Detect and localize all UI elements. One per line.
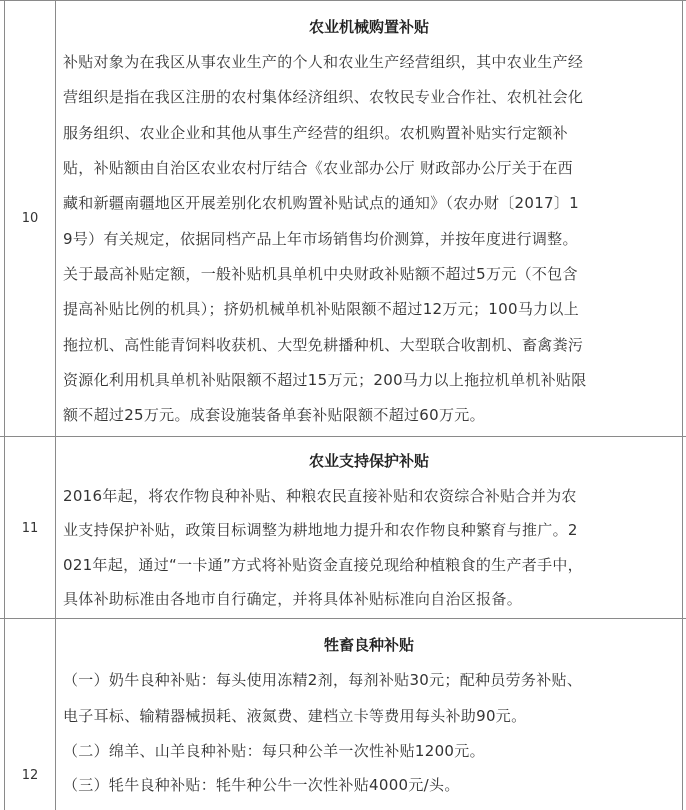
row-text-line: 拖拉机、高性能青饲料收获机、大型免耕播种机、大型联合收割机、畜禽粪污 <box>63 336 584 354</box>
row-content-cell <box>56 1 683 436</box>
row-text-line: （一）奶牛良种补贴：每头使用冻精2剂，每剂补贴30元；配种员劳务补贴、 <box>63 671 583 689</box>
row-number: 11 <box>21 521 39 536</box>
row-number: 10 <box>21 211 39 226</box>
row-number-cell <box>4 437 56 618</box>
row-text-line: 2016年起，将农作物良种补贴、种粮农民直接补贴和农资综合补贴合并为农 <box>63 487 577 505</box>
row-text-line: 服务组织、农业企业和其他从事生产经营的组织。农机购置补贴实行定额补 <box>63 124 568 142</box>
row-title: 农业支持保护补贴 <box>308 452 429 470</box>
row-text-line: 资源化利用机具单机补贴限额不超过15万元；200马力以上拖拉机单机补贴限 <box>63 371 587 389</box>
row-content-cell <box>56 619 683 810</box>
row-number-cell <box>4 1 56 436</box>
row-text-line: 贴，补贴额由自治区农业农村厅结合《农业部办公厅 财政部办公厅关于在西 <box>63 159 573 177</box>
table-row <box>0 618 686 810</box>
row-number-cell <box>4 619 56 810</box>
table-row <box>0 436 686 618</box>
row-text-line: 具体补助标准由各地市自行确定，并将具体补贴标准向自治区报备。 <box>63 590 523 608</box>
row-text-line: 电子耳标、输精器械损耗、液氮费、建档立卡等费用每头补助90元。 <box>63 707 527 725</box>
row-text-line: 藏和新疆南疆地区开展差别化农机购置补贴试点的通知》（农办财〔2017〕1 <box>63 194 580 212</box>
row-number: 12 <box>21 768 39 783</box>
row-text-line: （二）绵羊、山羊良种补贴：每只种公羊一次性补贴1200元。 <box>63 742 485 760</box>
row-text-line: 额不超过25万元。成套设施装备单套补贴限额不超过60万元。 <box>63 406 485 424</box>
row-text-line: 营组织是指在我区注册的农村集体经济组织、农牧民专业合作社、农机社会化 <box>63 88 584 106</box>
row-content-cell <box>56 437 683 618</box>
row-text-line: （三）牦牛良种补贴：牦牛种公牛一次性补贴4000元/头。 <box>63 776 460 794</box>
row-text-line: 补贴对象为在我区从事农业生产的个人和农业生产经营组织，其中农业生产经 <box>63 53 584 71</box>
row-text-line: 业支持保护补贴，政策目标调整为耕地地力提升和农作物良种繁育与推广。2 <box>63 521 578 539</box>
row-title: 农业机械购置补贴 <box>308 18 429 36</box>
row-text-line: 9号）有关规定，依据同档产品上年市场销售均价测算，并按年度进行调整。 <box>63 230 578 248</box>
row-text-line: 021年起，通过“一卡通”方式将补贴资金直接兑现给种植粮食的生产者手中， <box>63 556 583 574</box>
row-title: 牲畜良种补贴 <box>323 636 414 654</box>
row-text-line: 关于最高补贴定额，一般补贴机具单机中央财政补贴额不超过5万元（不包含 <box>63 265 578 283</box>
row-text-line: 提高补贴比例的机具）；挤奶机械单机补贴限额不超过12万元；100马力以上 <box>63 300 580 318</box>
